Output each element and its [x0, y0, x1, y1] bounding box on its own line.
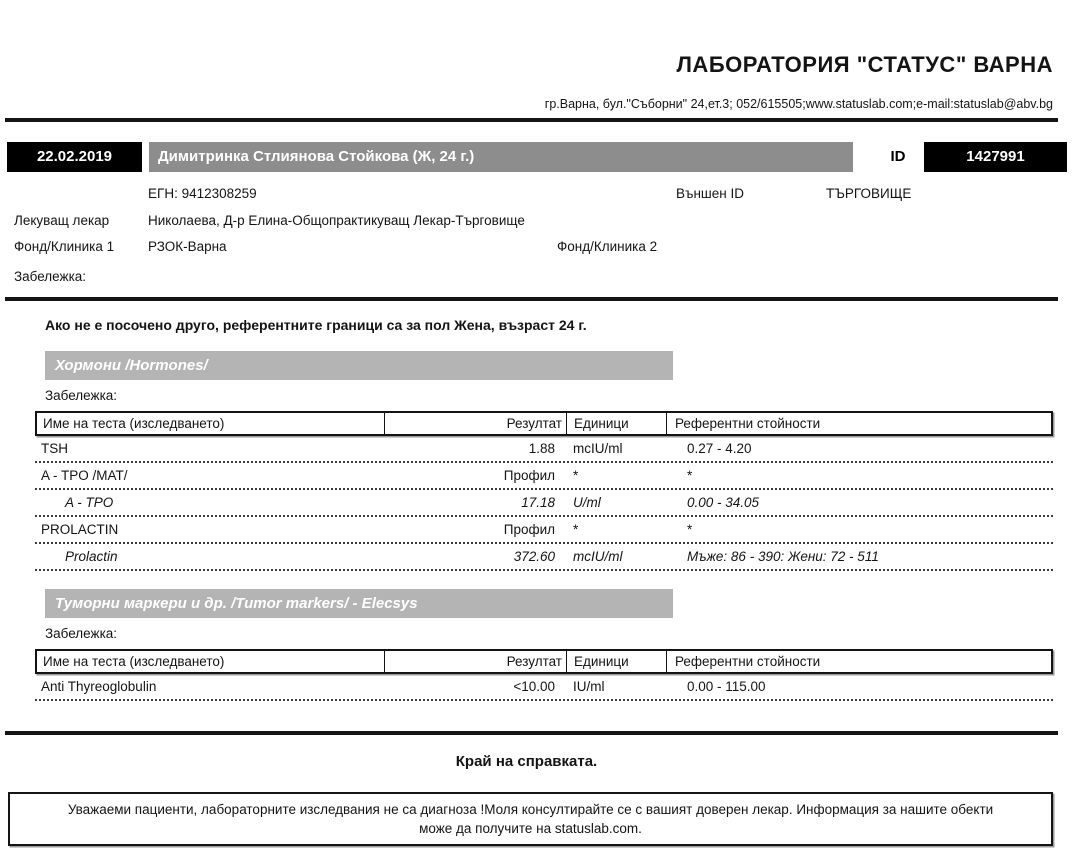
reference-cell: 0.27 - 4.20 — [687, 441, 752, 456]
test-name-cell: A - TPO — [65, 495, 114, 510]
units-cell: mcIU/ml — [573, 549, 623, 564]
reference-cell: Мъже: 86 - 390: Жени: 72 - 511 — [687, 549, 879, 564]
result-cell: Профил — [503, 522, 555, 537]
section-title-bar — [45, 351, 673, 380]
patient-id: 1427991 — [924, 142, 1067, 172]
fund-row — [0, 239, 1073, 255]
lab-title: ЛАБОРАТОРИЯ "СТАТУС" ВАРНА — [676, 52, 1053, 77]
units-cell: * — [573, 468, 579, 483]
external-id-value: ТЪРГОВИЩЕ — [826, 186, 912, 201]
col-header-result: Резултат — [385, 413, 567, 434]
remark-row — [0, 269, 1073, 285]
result-cell: <10.00 — [513, 679, 555, 694]
result-cell: 372.60 — [513, 549, 555, 564]
test-row — [35, 517, 1053, 544]
table-header-row — [35, 411, 1053, 436]
test-row — [35, 463, 1053, 490]
section-title: Хормони /Hormones/ — [55, 357, 208, 374]
divider-top — [5, 118, 1058, 122]
reference-range-note: Ако не е посочено друго, референтните граници са за пол Жена, възраст 24 г. — [45, 317, 587, 333]
test-row — [35, 490, 1053, 517]
units-cell: IU/ml — [573, 679, 605, 694]
divider-bottom — [5, 731, 1058, 735]
reference-cell: * — [687, 522, 693, 537]
table-header-row — [35, 649, 1053, 674]
test-row — [35, 436, 1053, 463]
patient-bar — [7, 142, 1073, 172]
id-label: ID — [890, 148, 906, 165]
external-id-label: Външен ID — [676, 186, 744, 201]
section-remark-label: Забележка: — [45, 388, 118, 403]
fund1-value: РЗОК-Варна — [148, 239, 227, 254]
reference-cell: * — [687, 468, 693, 483]
test-name-cell: PROLACTIN — [41, 522, 119, 537]
test-name-cell: A - TPO /MAT/ — [41, 468, 128, 483]
section-remark-label: Забележка: — [45, 626, 118, 641]
units-cell: * — [573, 522, 579, 537]
test-row — [35, 674, 1053, 701]
units-cell: U/ml — [573, 495, 601, 510]
result-section — [0, 589, 1073, 701]
results-table — [35, 649, 1053, 701]
doctor-label: Лекуващ лекар — [14, 213, 110, 228]
result-section — [0, 351, 1073, 571]
result-cell: 17.18 — [521, 495, 555, 510]
col-header-result: Резултат — [385, 651, 567, 672]
reference-cell: 0.00 - 115.00 — [687, 679, 766, 694]
table-body — [35, 436, 1053, 571]
results-table — [35, 411, 1053, 571]
reference-cell: 0.00 - 34.05 — [687, 495, 760, 510]
section-title-bar — [45, 589, 673, 618]
result-sections — [0, 351, 1073, 701]
egn-value: ЕГН: 9412308259 — [148, 186, 257, 201]
end-of-report-text: Край на справката. — [455, 753, 598, 770]
divider-info — [5, 297, 1058, 301]
section-title: Туморни маркери и др. /Tumor markers/ - Elecsys — [55, 595, 418, 612]
fund1-label: Фонд/Клиника 1 — [14, 239, 115, 254]
test-row — [35, 544, 1053, 571]
col-header-units: Единици — [567, 651, 667, 672]
result-cell: Профил — [503, 468, 555, 483]
patient-name: Димитринка Стлиянова Стойкова (Ж, 24 г.) — [149, 142, 853, 172]
col-header-reference: Референтни стойности — [675, 654, 821, 669]
doctor-value: Николаева, Д-р Елина-Общопрактикуващ Лекар-Търговище — [148, 213, 525, 228]
test-name-cell: Anti Thyreoglobulin — [41, 679, 157, 694]
lab-address: гр.Варна, бул."Съборни" 24,ет.3; 052/615505;www.statuslab.com;e-mail:statuslab@abv.bg — [544, 97, 1053, 111]
test-name-cell: Prolactin — [65, 549, 118, 564]
units-cell: mcIU/ml — [573, 441, 623, 456]
col-header-test-name: Име на теста (изследването) — [37, 413, 385, 434]
report-date: 22.02.2019 — [7, 142, 142, 172]
doctor-row — [0, 213, 1073, 229]
col-header-reference: Референтни стойности — [675, 416, 821, 431]
col-header-units: Единици — [567, 413, 667, 434]
egn-row — [0, 186, 1073, 202]
fund2-label: Фонд/Клиника 2 — [557, 239, 658, 254]
result-cell: 1.88 — [528, 441, 555, 456]
col-header-test-name: Име на теста (изследването) — [37, 651, 385, 672]
table-body — [35, 674, 1053, 701]
disclaimer-box: Уважаеми пациенти, лабораторните изследвания не са диагноза !Моля консултирайте се с вашият доверен лекар. Информация за нашите обекти може да получите на statuslab.com. — [8, 792, 1053, 846]
remark-label: Забележка: — [14, 269, 87, 284]
test-name-cell: TSH — [41, 441, 68, 456]
